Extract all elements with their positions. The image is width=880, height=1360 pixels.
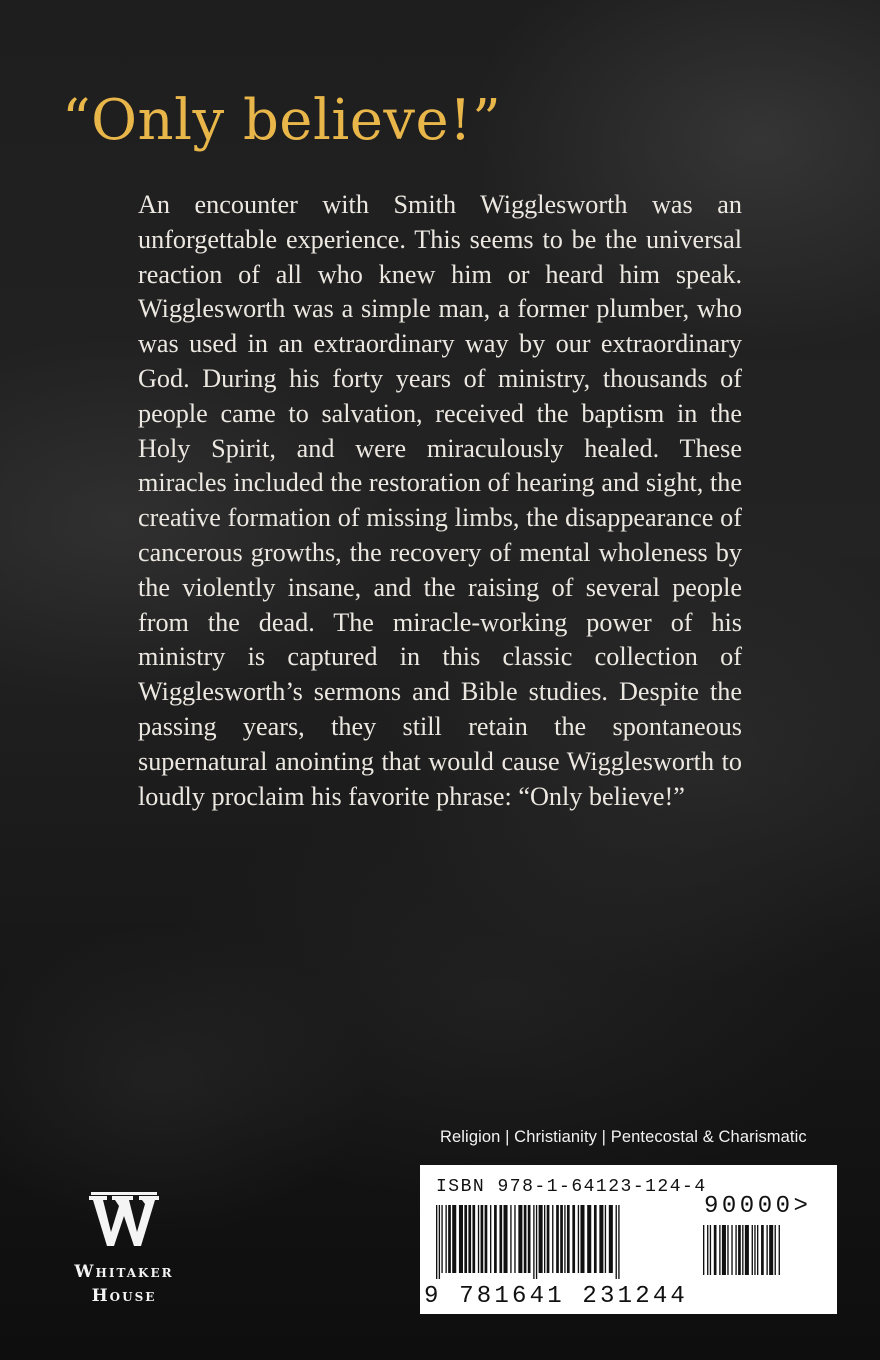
ean-digits: 9 781641 231244 [424,1283,689,1310]
addon-barcode-bars [703,1225,823,1281]
publisher-name [64,1260,184,1308]
isbn-barcode [420,1165,837,1314]
ean-barcode-bars [436,1205,696,1281]
publisher-name-line2: House [91,1286,157,1306]
price-code: 90000> [704,1193,812,1220]
publisher-logo [64,1192,184,1308]
book-description: An encounter with Smith Wigglesworth was an unforgettable experience. This seems to be the universal reaction of all who knew him or heard him speak. Wigglesworth was a simple man, a former plumber, who was used in an extraordinary way by our extraordinary God. During his forty years of ministry, thousands of people came to salvation, received the baptism in the Holy Spirit, and were miraculously healed. These miracles included the restoration of hearing and sight, the creative formation of missing limbs, the disappearance of cancerous growths, the recovery of mental wholeness by the violently insane, and the raising of several people from the dead. The miracle-working power of his ministry is captured in this classic collection of Wigglesworth’s sermons and Bible studies. Despite the passing years, they still retain the spontaneous supernatural anointing that would cause Wigglesworth to loudly proclaim his favorite phrase: “Only believe!” [138,190,742,811]
back-cover-headline: “Only believe!” [62,88,502,153]
bisac-category: Religion | Christianity | Pentecostal & Charismatic [440,1128,807,1146]
publisher-name-line1: Whitaker [74,1262,174,1282]
isbn-number: ISBN 978-1-64123-124-4 [436,1177,707,1197]
w-monogram-icon [85,1192,163,1250]
